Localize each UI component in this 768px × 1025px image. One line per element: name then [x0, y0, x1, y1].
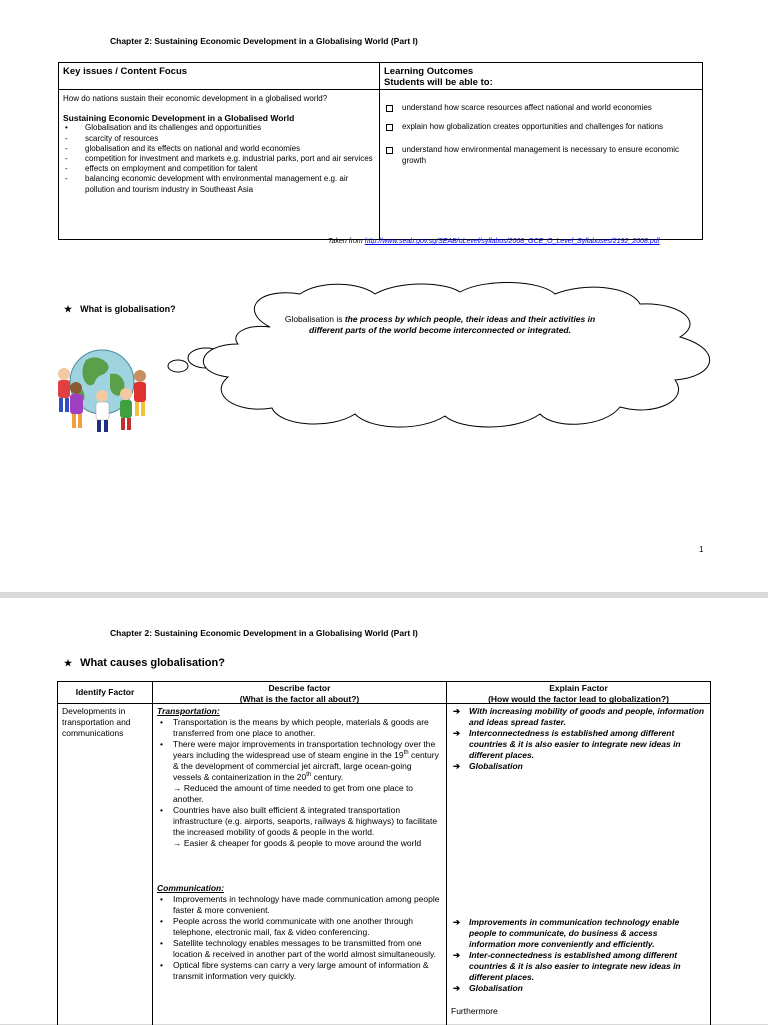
- key-question: How do nations sustain their economic development in a globalised world?: [63, 94, 328, 103]
- transportation-list: [157, 717, 442, 783]
- explain-factor-column: [447, 682, 710, 1025]
- star-icon: ★: [64, 658, 73, 668]
- list-item: - globalisation and its effects on national and world economies: [65, 143, 301, 153]
- content-list: [63, 123, 375, 194]
- communication-title: Communication:: [157, 883, 225, 893]
- list-item: ➔ Improvements in communication technology enable people to communicate, do business & access information more conveniently and efficiently.: [453, 917, 680, 949]
- source-citation: Taken from http://www.seab.gov.sg/SEAB/oLevel/syllabus/2008_GCE_O_Level_Syllabuses/2192_2008.pdf: [328, 238, 660, 245]
- key-issues-header: Key issues / Content Focus: [59, 63, 379, 90]
- list-item: • Globalisation and its challenges and opportunities: [65, 123, 262, 133]
- list-item: ➔ Inter-connectedness is established among different countries & it is also easier to integrate new ideas in different places.: [453, 950, 681, 982]
- key-issues-table: [58, 62, 703, 240]
- arrow-icon: ➔: [453, 983, 461, 993]
- list-item: • There were major improvements in transportation technology over the years including the widespread use of steam engine in the 19th century & the development of commercial jet aircraft, large ocean-going vessels & containerization in the 20th century.: [157, 739, 442, 783]
- list-item: • People across the world communicate with one another through telephone, electronic mail, fax & video conferencing.: [157, 916, 442, 938]
- list-item: • Countries have also built efficient & integrated transportation infrastructure (e.g. airports, seaports, railways & highways) to facilitate the increased mobility of goods & people in the world.: [157, 805, 442, 838]
- arrow-icon: ➔: [453, 917, 461, 927]
- globe-children-illustration: [50, 344, 150, 434]
- checkbox-icon: [386, 147, 393, 154]
- list-item: • Improvements in technology have made communication among people faster & more convenient.: [157, 894, 442, 916]
- furthermore-text: Furthermore: [451, 1006, 498, 1016]
- explain-factor-header: Explain Factor (How would the factor lead to globalization?): [447, 682, 710, 704]
- list-item: - effects on employment and competition for talent: [65, 164, 258, 174]
- key-issues-content: [63, 94, 375, 195]
- list-item: ➔ Globalisation: [453, 983, 523, 993]
- result-note: → Reduced the amount of time needed to get from one place to another.: [173, 783, 414, 804]
- communication-list: [157, 894, 442, 982]
- list-item: - competition for investment and markets e.g. industrial parks, port and air services: [65, 154, 373, 164]
- arrow-icon: ➔: [453, 950, 461, 960]
- outcome-item: explain how globalization creates opportunities and challenges for nations: [384, 122, 698, 132]
- learning-outcomes-header: Learning Outcomes Students will be able to:: [380, 63, 702, 90]
- page-number: 1: [699, 545, 704, 554]
- outcome-item: understand how environmental management is necessary to ensure economic growth: [384, 145, 698, 165]
- transport-explanation-list: [451, 706, 706, 772]
- list-item: ➔ Globalisation: [453, 761, 523, 771]
- arrow-icon: ➔: [453, 706, 461, 716]
- checkbox-icon: [386, 124, 393, 131]
- question-what-causes-globalisation: ★ What causes globalisation?: [64, 657, 225, 669]
- list-item: - scarcity of resources: [65, 133, 159, 143]
- list-item: • Transportation is the means by which people, materials & goods are transferred from one place to another.: [157, 717, 442, 739]
- communication-explanation-list: [451, 917, 706, 994]
- thought-cloud: [160, 282, 720, 432]
- arrow-icon: ➔: [453, 761, 461, 771]
- causes-table: [57, 681, 711, 1025]
- page-2: [0, 598, 768, 1024]
- identify-factor-column: [58, 682, 153, 1025]
- section-title: Sustaining Economic Development in a Globalised World: [63, 113, 295, 124]
- learning-outcomes-column: [380, 63, 702, 239]
- list-item: ➔ Interconnectedness is established among different countries & it is also easier to integrate new ideas in different places.: [453, 728, 681, 760]
- list-item: - balancing economic development with environmental management e.g. air pollution and tourism industry in Southeast Asia: [65, 174, 349, 194]
- list-item: • Optical fibre systems can carry a very large amount of information & transmit information very quickly.: [157, 960, 442, 982]
- factor-cell: Developments in transportation and communications: [62, 706, 131, 738]
- key-issues-column: [59, 63, 380, 239]
- globalisation-definition: Globalisation is the process by which people, their ideas and their activities in different parts of the world become interconnected or integrated.: [284, 314, 596, 335]
- chapter-title: Chapter 2: Sustaining Economic Development in a Globalising World (Part I): [110, 36, 418, 46]
- checkbox-icon: [386, 105, 393, 112]
- describe-factor-header: Describe factor (What is the factor all about?): [153, 682, 446, 704]
- describe-factor-column: [153, 682, 447, 1025]
- result-note: → Easier & cheaper for goods & people to move around the world: [173, 838, 422, 848]
- outcome-item: understand how scarce resources affect national and world economies: [384, 103, 698, 113]
- describe-cell: [153, 704, 446, 984]
- arrow-icon: ➔: [453, 728, 461, 738]
- star-icon: ★: [64, 304, 73, 314]
- explain-cell: [447, 704, 710, 1019]
- list-item: • Satellite technology enables messages to be transmitted from one location & received in another part of the world almost simultaneously.: [157, 938, 442, 960]
- question-what-is-globalisation: ★ What is globalisation?: [64, 304, 176, 314]
- syllabus-link[interactable]: http://www.seab.gov.sg/SEAB/oLevel/syllabus/2008_GCE_O_Level_Syllabuses/2192_2008.pdf: [364, 238, 660, 245]
- outcomes-list: [384, 103, 698, 175]
- list-item: ➔ With increasing mobility of goods and people, information and ideas spread faster.: [453, 706, 705, 727]
- identify-factor-header: Identify Factor: [58, 682, 152, 704]
- chapter-title: Chapter 2: Sustaining Economic Development in a Globalising World (Part I): [110, 628, 418, 638]
- transportation-title: Transportation:: [157, 706, 220, 716]
